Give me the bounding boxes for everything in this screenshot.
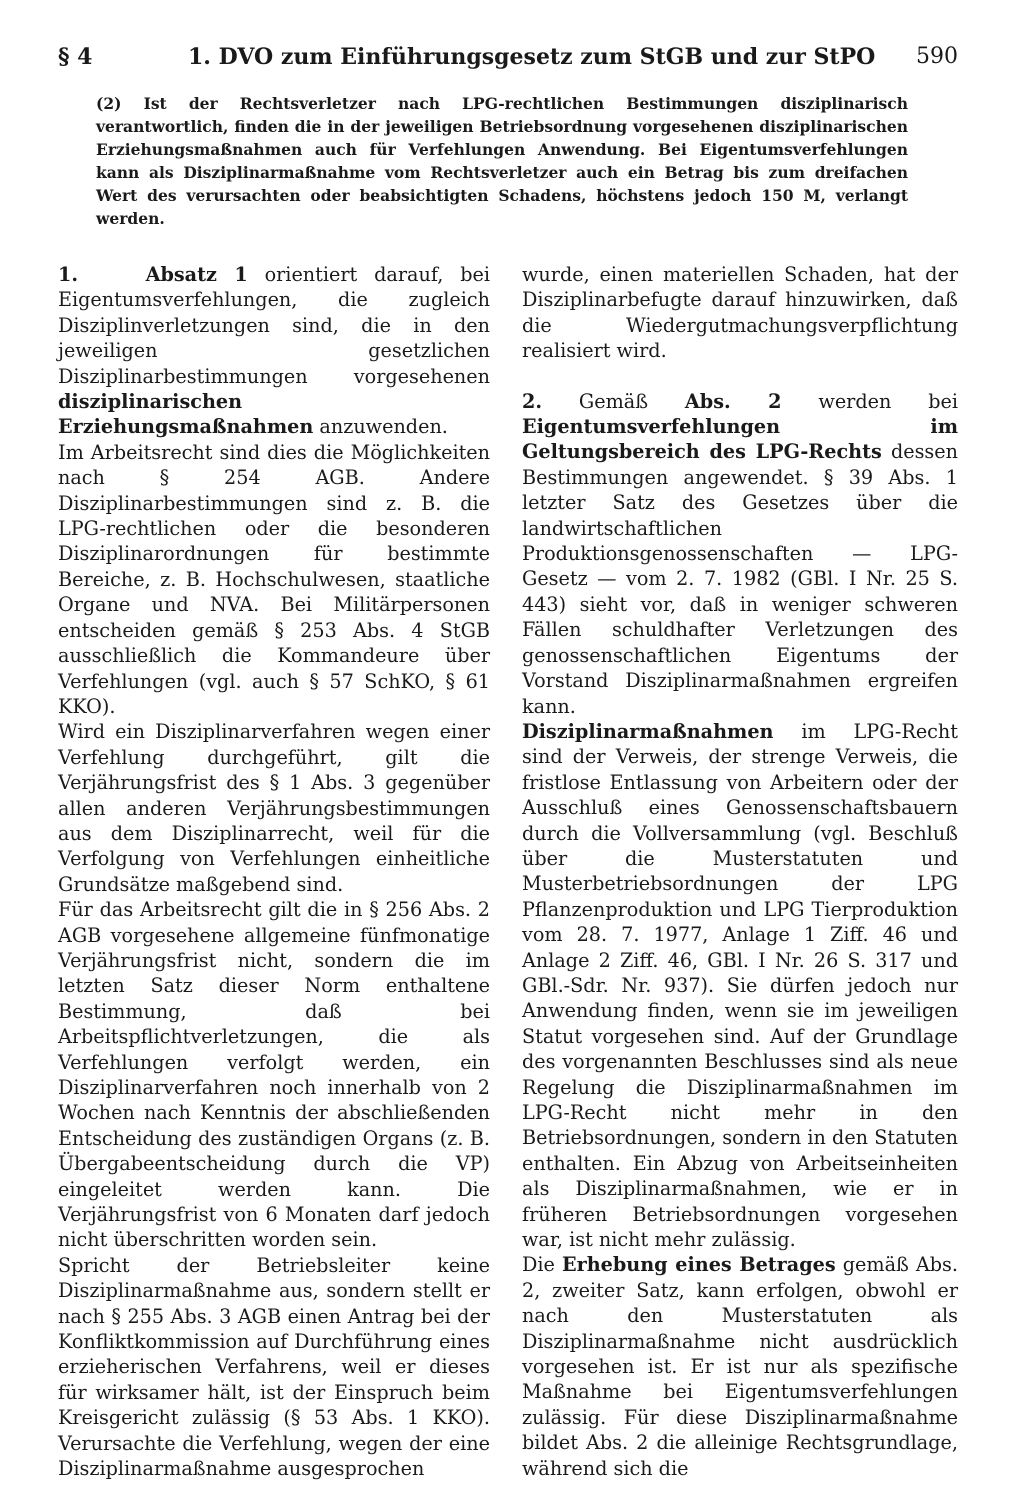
body-text: orientiert darauf, bei Eigentumsverfehlungen, die zugleich Disziplinverletzungen sind, die in den jeweiligen gesetzlichen Disziplinarbestimmungen vorgesehenen xyxy=(58,263,490,388)
bold-term: disziplinarischen Erziehungsmaßnahmen xyxy=(58,390,314,439)
bold-term: Abs. 2 xyxy=(684,389,782,413)
page-number: 590 xyxy=(916,44,958,69)
body-text: Die xyxy=(522,1253,562,1277)
commentary-right-column xyxy=(522,262,958,1481)
bold-term: Absatz 1 xyxy=(145,263,248,286)
paragraph-number: 2. xyxy=(522,389,543,413)
body-text: werden bei xyxy=(781,389,958,413)
body-text: gemäß Abs. 2, zweiter Satz, kann erfolgen, obwohl er nach den Musterstatuten als Disziplinarmaßnahme nicht ausdrücklich vorgesehen ist. Er ist nur als spezifische Maßnahme bei Eigentumsverfehlungen zulässig. Für diese Disziplinarmaßnahme bildet Abs. 2 die alleinige Rechtsgrundlage, während sich die xyxy=(522,1253,959,1480)
page-header xyxy=(58,42,958,82)
commentary-paragraph: Für das Arbeitsrecht gilt die in § 256 Abs. 2 AGB vorgesehene allgemeine fünfmonatige Verjährungsfrist nicht, sondern die im letzten Satz dieser Norm enthaltene Bestimmung, daß bei Arbeitspflichtverletzungen, die als Verfehlungen verfolgt werden, ein Disziplinarverfahren noch innerhalb von 2 Wochen nach Kenntnis der abschließenden Entscheidung des zuständigen Organs (z. B. Übergabeentscheidung durch die VP) eingeleitet werden kann. Die Verjährungsfrist von 6 Monaten darf jedoch nicht überschritten worden sein. xyxy=(58,898,490,1252)
commentary-paragraph: Im Arbeitsrecht sind dies die Möglichkeiten nach § 254 AGB. Andere Disziplinarbestimmungen sind z. B. die LPG-rechtlichen oder die besonderen Disziplinarordnungen für bestimmte Bereiche, z. B. Hochschulwesen, staatliche Organe und NVA. Bei Militärpersonen entscheiden gemäß § 253 Abs. 4 StGB ausschließlich die Kommandeure über Verfehlungen (vgl. auch § 57 SchKO, § 61 KKO). xyxy=(58,440,490,718)
commentary-paragraph xyxy=(58,262,490,440)
paragraph-number: 1. xyxy=(58,263,79,286)
commentary-paragraph: wurde, einen materiellen Schaden, hat der Disziplinarbefugte darauf hinzuwirken, daß die Wiedergutmachungsverpflichtung realisiert wird. xyxy=(522,263,958,363)
bold-term: Erhebung eines Betrages xyxy=(561,1253,836,1277)
bold-term: Disziplinarmaßnahmen xyxy=(522,719,774,743)
bold-term: Eigentumsverfehlungen im Geltungsbereich des LPG-Rechts xyxy=(522,415,958,464)
commentary-paragraph xyxy=(522,719,958,1253)
commentary-paragraph xyxy=(522,1252,958,1481)
body-text: im LPG-Recht sind der Verweis, der strenge Verweis, die fristlose Entlassung von Arbeitern oder der Ausschluß eines Genossenschaftsbauern durch die Vollversammlung (vgl. Beschluß über die Musterstatuten und Musterbetriebsordnungen der LPG Pflanzenproduktion und LPG Tierproduktion vom 28. 7. 1977, Anlage 1 Ziff. 46 und Anlage 2 Ziff. 46, GBl. I Nr. 26 S. 317 und GBl.-Sdr. Nr. 937). Sie dürfen jedoch nur Anwendung finden, wenn sie im jeweiligen Statut vorgesehen sind. Auf der Grundlage des vorgenannten Beschlusses sind als neue Regelung die Disziplinarmaßnahmen im LPG-Recht nicht mehr in den Betriebsordnungen, sondern in den Statuten enthalten. Ein Abzug von Arbeitseinheiten als Disziplinarmaßnahmen, wie er in früheren Betriebsordnungen vorgesehen war, ist nicht mehr zulässig. xyxy=(522,719,958,1252)
statute-paragraph: (2) Ist der Rechtsverletzer nach LPG-rechtlichen Bestimmungen disziplinarisch verantwortlich, finden die in der jeweiligen Betriebsordnung vorgesehenen disziplinarischen Erziehungsmaßnahmen auch für Verfehlungen Anwendung. Bei Eigentumsverfehlungen kann als Disziplinarmaßnahme vom Rechtsverletzer auch ein Betrag bis zum dreifachen Wert des verursachten oder beabsichtigten Schadens, höchstens jedoch 150 M, verlangt werden. xyxy=(96,94,908,228)
page-title: 1. DVO zum Einführungsgesetz zum StGB und zur StPO xyxy=(188,44,876,70)
commentary-paragraph: Wird ein Disziplinarverfahren wegen einer Verfehlung durchgeführt, gilt die Verjährungsfrist des § 1 Abs. 3 gegenüber allen anderen Verjährungsbestimmungen aus dem Disziplinarrecht, weil für die Verfolgung von Verfehlungen einheitliche Grundsätze maßgebend sind. xyxy=(58,720,490,896)
body-text: anzuwenden. xyxy=(313,415,448,439)
section-number: § 4 xyxy=(58,44,93,70)
commentary-paragraph: Spricht der Betriebsleiter keine Disziplinarmaßnahme aus, sondern stellt er nach § 255 Abs. 3 AGB einen Antrag bei der Konfliktkommission auf Durchführung eines erzieherischen Verfahrens, weil er dieses für wirksamer hält, ist der Einspruch beim Kreisgericht zulässig (§ 53 Abs. 1 KKO). Verursachte die Verfehlung, wegen der eine Disziplinarmaßnahme ausgesprochen xyxy=(58,1253,490,1481)
commentary-left-column xyxy=(58,262,490,1482)
commentary-paragraph xyxy=(522,389,958,719)
body-text: Gemäß xyxy=(542,389,685,413)
body-text: dessen Bestimmungen angewendet. § 39 Abs. 1 letzter Satz des Gesetzes über die landwirtschaftlichen Produktionsgenossenschaften — LPG-Gesetz — vom 2. 7. 1982 (GBl. I Nr. 25 S. 443) sieht vor, daß in weniger schweren Fällen schuldhafter Verletzungen des genossenschaftlichen Eigentums der Vorstand Disziplinarmaßnahmen ergreifen kann. xyxy=(522,440,958,718)
